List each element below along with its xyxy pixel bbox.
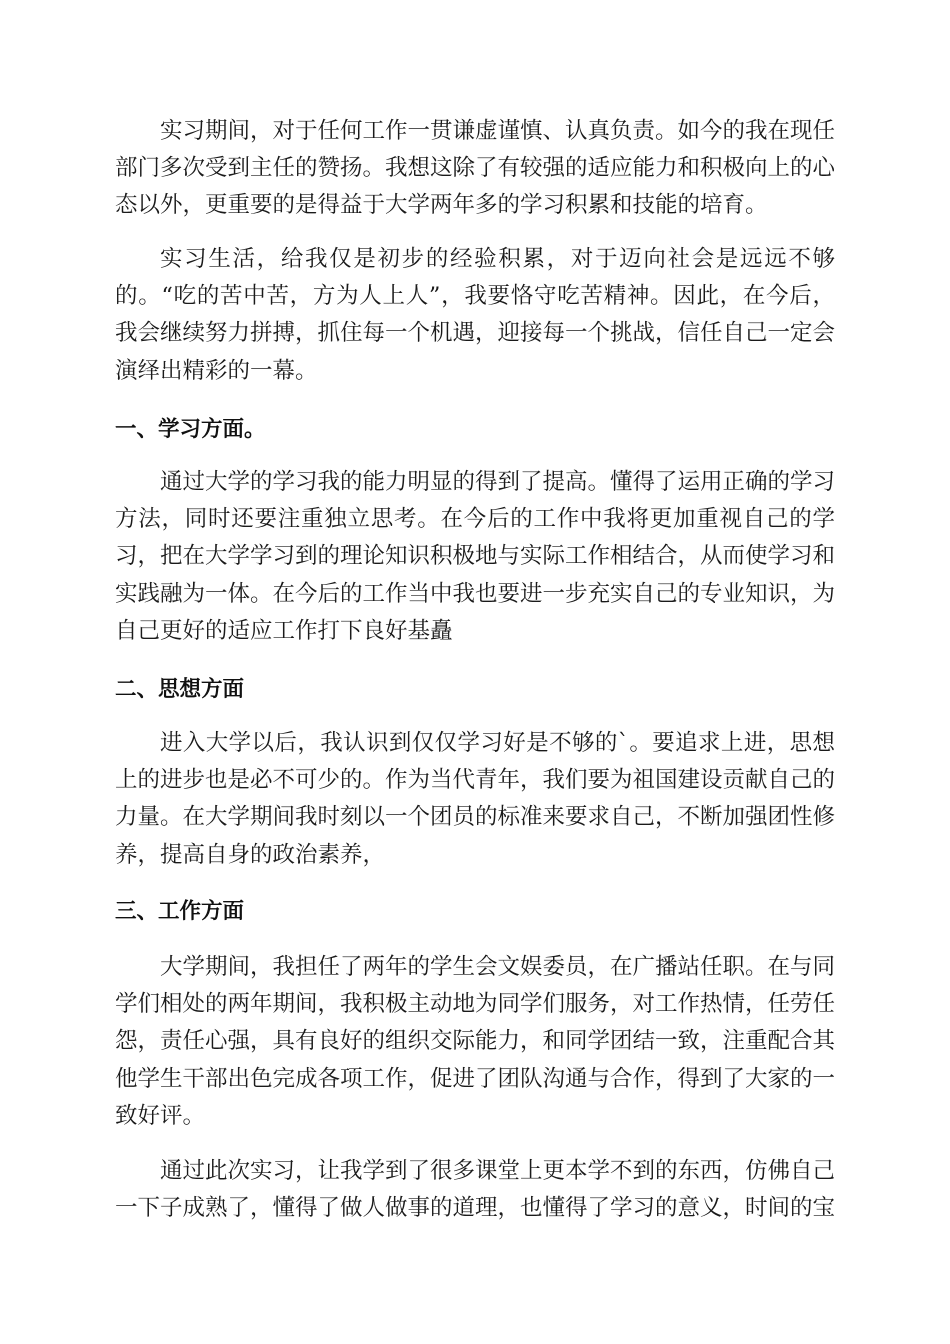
heading-work: 三、工作方面	[115, 899, 245, 924]
paragraph-internship-attitude: 实习期间，对于任何工作一贯谦虚谨慎、认真负责。如今的我在现任部门多次受到主任的赞扬。我想这除了有较强的适应能力和积极向上的心态以外，更重要的是得益于大学两年多的学习积累和技能的培育。	[115, 118, 836, 219]
paragraph-study: 通过大学的学习我的能力明显的得到了提高。懂得了运用正确的学习方法，同时还要注重独立思考。在今后的工作中我将更加重视自己的学习，把在大学学习到的理论知识积极地与实际工作相结合，从而使学习和实践融为一体。在今后的工作当中我也要进一步充实自己的专业知识，为自己更好的适应工作打下良好基矗	[115, 469, 836, 644]
paragraph-internship-summary: 通过此次实习，让我学到了很多课堂上更本学不到的东西，仿佛自己一下子成熟了，懂得了做人做事的道理，也懂得了学习的意义，时间的宝	[115, 1158, 836, 1222]
heading-study: 一、学习方面。	[115, 417, 266, 442]
paragraph-internship-life: 实习生活，给我仅是初步的经验积累，对于迈向社会是远远不够的。“吃的苦中苦，方为人上人”，我要恪守吃苦精神。因此，在今后，我会继续努力拼搏，抓住每一个机遇，迎接每一个挑战，信任自己一定会演绎出精彩的一幕。	[115, 246, 836, 384]
paragraph-work: 大学期间，我担任了两年的学生会文娱委员，在广播站任职。在与同学们相处的两年期间，我积极主动地为同学们服务，对工作热情，任劳任怨，责任心强，具有良好的组织交际能力，和同学团结一致，注重配合其他学生干部出色完成各项工作，促进了团队沟通与合作，得到了大家的一致好评。	[115, 954, 836, 1129]
paragraph-thought: 进入大学以后，我认识到仅仅学习好是不够的`。要追求上进，思想上的进步也是必不可少的。作为当代青年，我们要为祖国建设贡献自己的力量。在大学期间我时刻以一个团员的标准来要求自己，不断加强团性修养，提高自身的政治素养，	[115, 730, 836, 868]
heading-thought: 二、思想方面	[115, 677, 245, 702]
